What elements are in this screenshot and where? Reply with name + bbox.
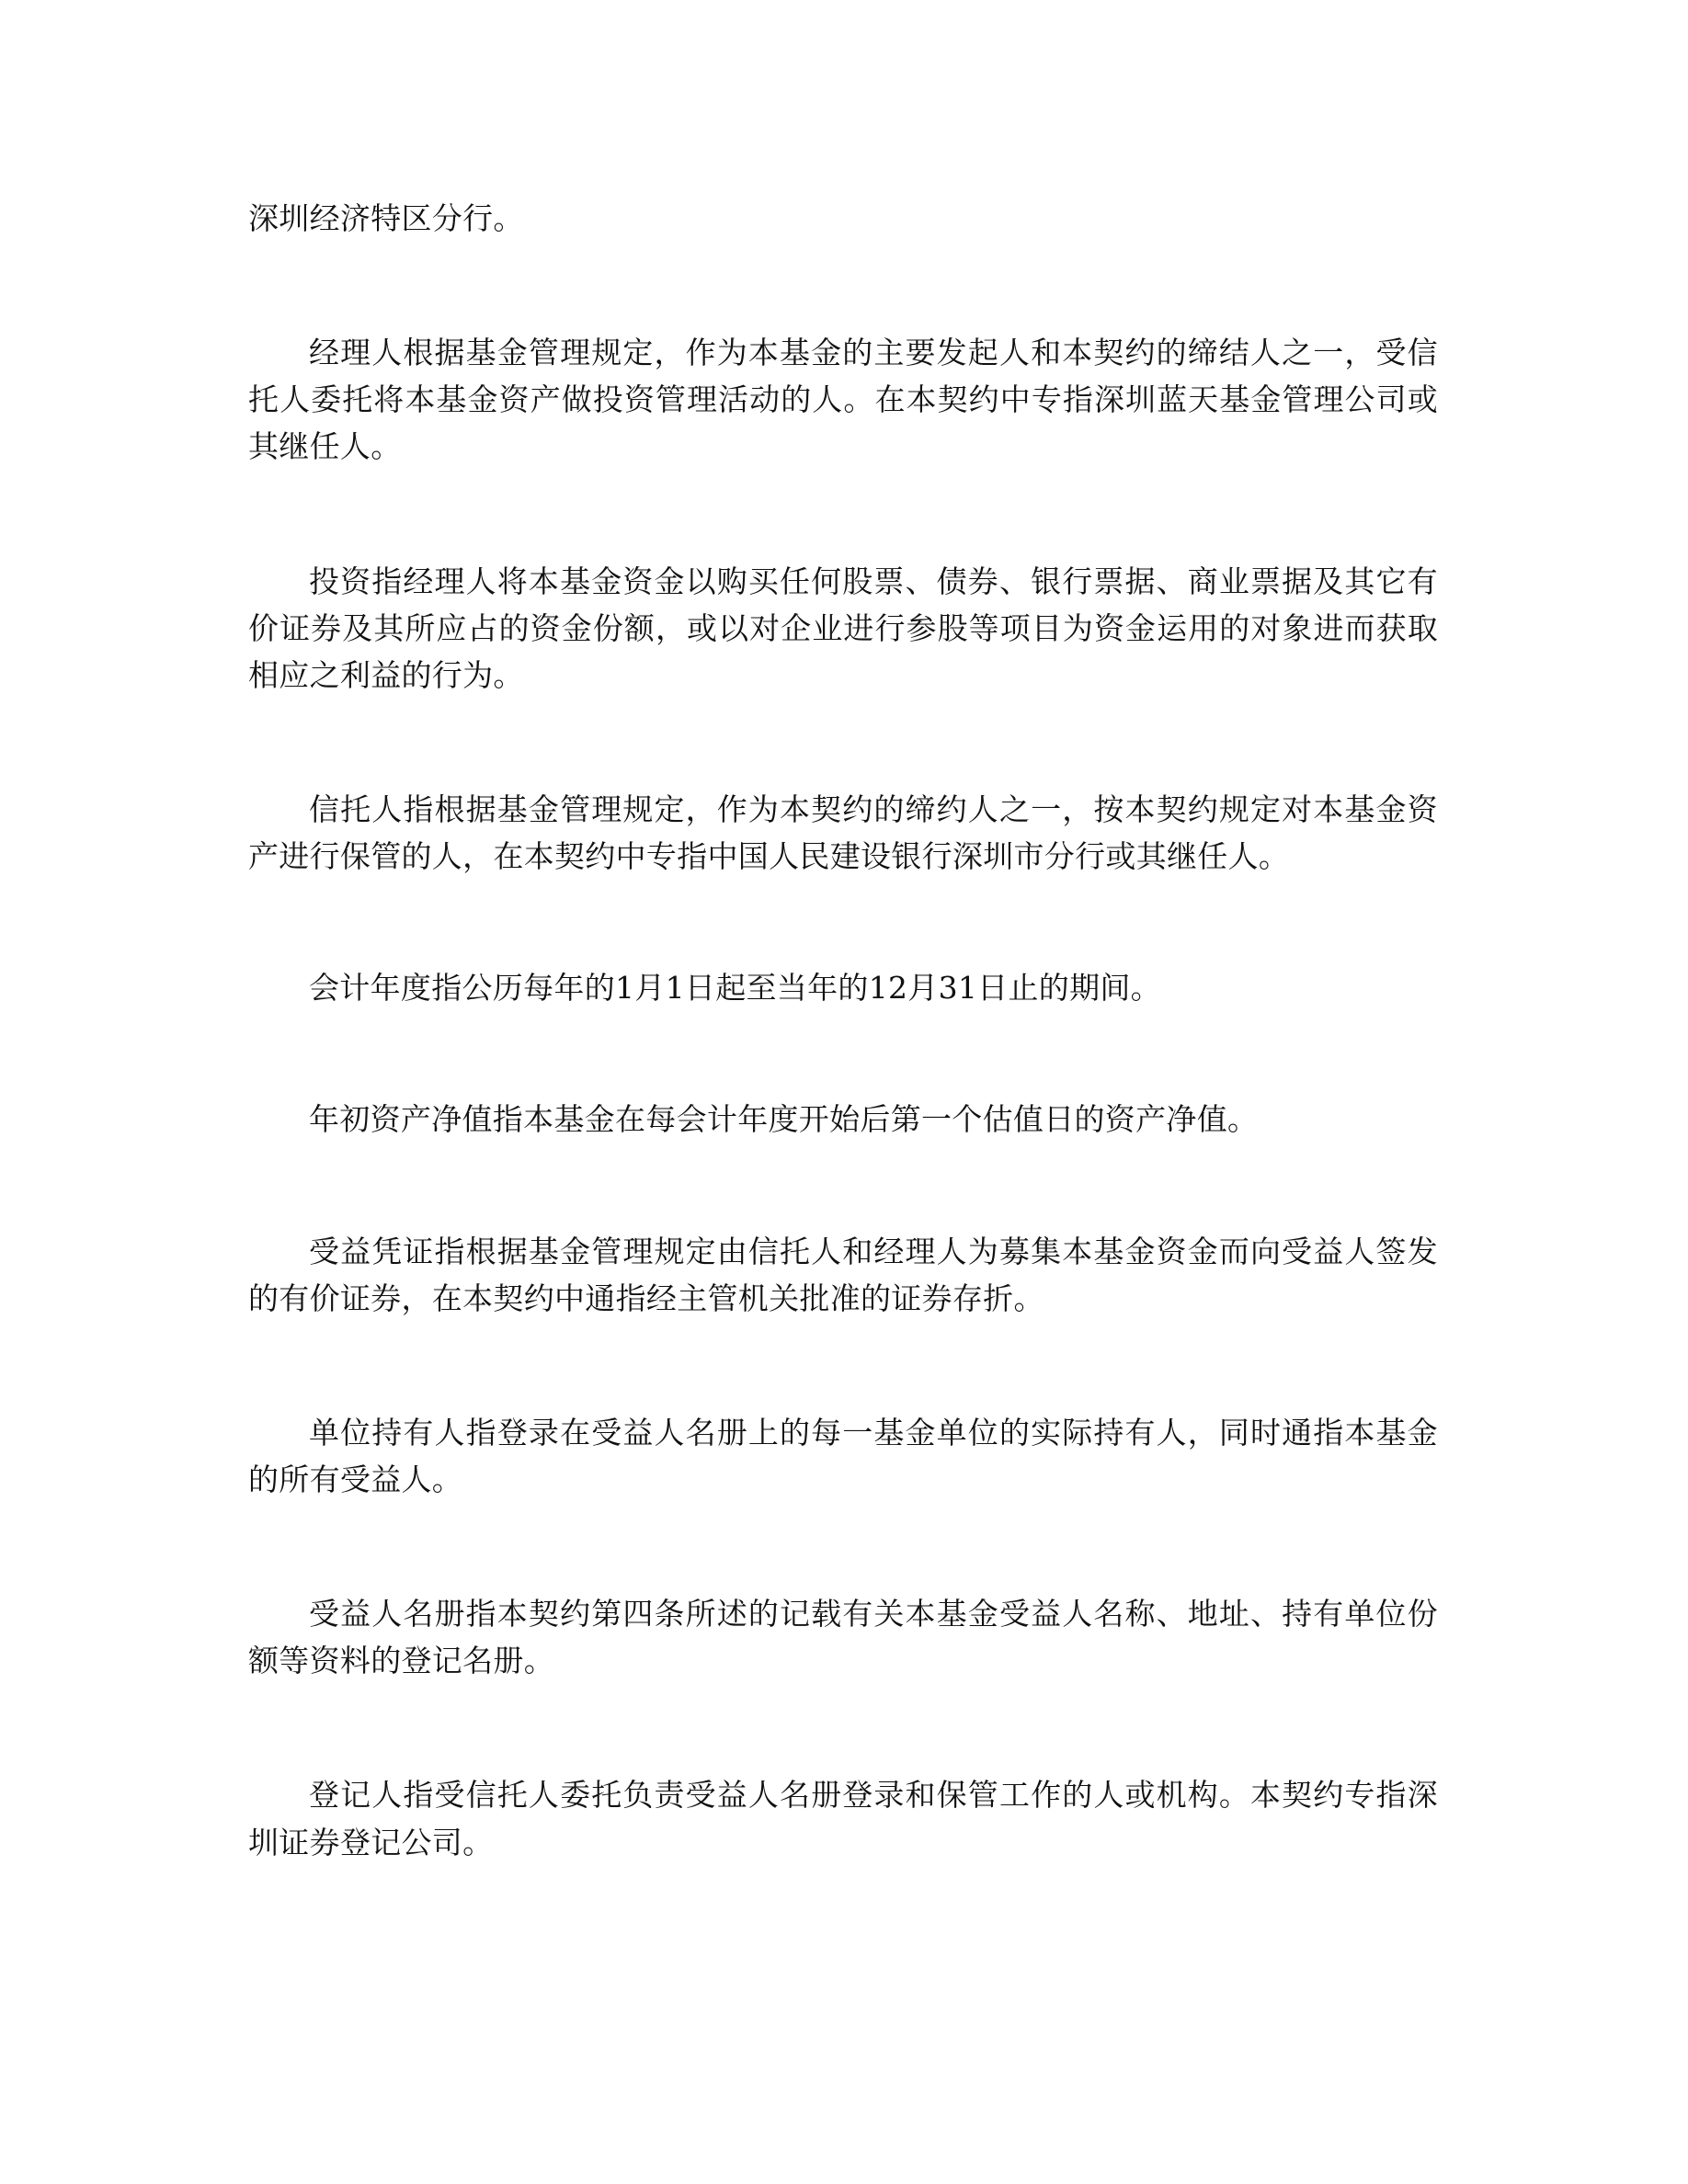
- paragraph-unit-holder-definition: 单位持有人指登录在受益人名册上的每一基金单位的实际持有人，同时通指本基金的所有受益人。: [248, 1414, 1438, 1497]
- paragraph-trustee-definition: 信托人指根据基金管理规定，作为本契约的缔约人之一，按本契约规定对本基金资产进行保管的人，在本契约中专指中国人民建设银行深圳市分行或其继任人。: [248, 791, 1438, 875]
- paragraph-opening-nav-definition: 年初资产净值指本基金在每会计年度开始后第一个估值日的资产净值。: [309, 1101, 1259, 1138]
- paragraph-fiscal-year-definition: 会计年度指公历每年的1月1日起至当年的12月31日止的期间。: [309, 970, 1161, 1007]
- paragraph-investment-definition: 投资指经理人将本基金资金以购买任何股票、债券、银行票据、商业票据及其它有价证券及其所应占的资金份额，或以对企业进行参股等项目为资金运用的对象进而获取相应之利益的行为。: [248, 563, 1438, 693]
- paragraph-beneficiary-certificate-definition: 受益凭证指根据基金管理规定由信托人和经理人为募集本基金资金而向受益人签发的有价证券，在本契约中通指经主管机关批准的证券存折。: [248, 1233, 1438, 1316]
- paragraph-beneficiary-register-definition: 受益人名册指本契约第四条所述的记载有关本基金受益人名称、地址、持有单位份额等资料的登记名册。: [248, 1596, 1438, 1679]
- paragraph-manager-definition: 经理人根据基金管理规定，作为本基金的主要发起人和本契约的缔结人之一，受信托人委托将本基金资产做投资管理活动的人。在本契约中专指深圳蓝天基金管理公司或其继任人。: [248, 335, 1438, 465]
- paragraph-registrar-definition: 登记人指受信托人委托负责受益人名册登录和保管工作的人或机构。本契约专指深圳证券登记公司。: [248, 1777, 1438, 1860]
- paragraph-continuation: 深圳经济特区分行。: [248, 200, 524, 236]
